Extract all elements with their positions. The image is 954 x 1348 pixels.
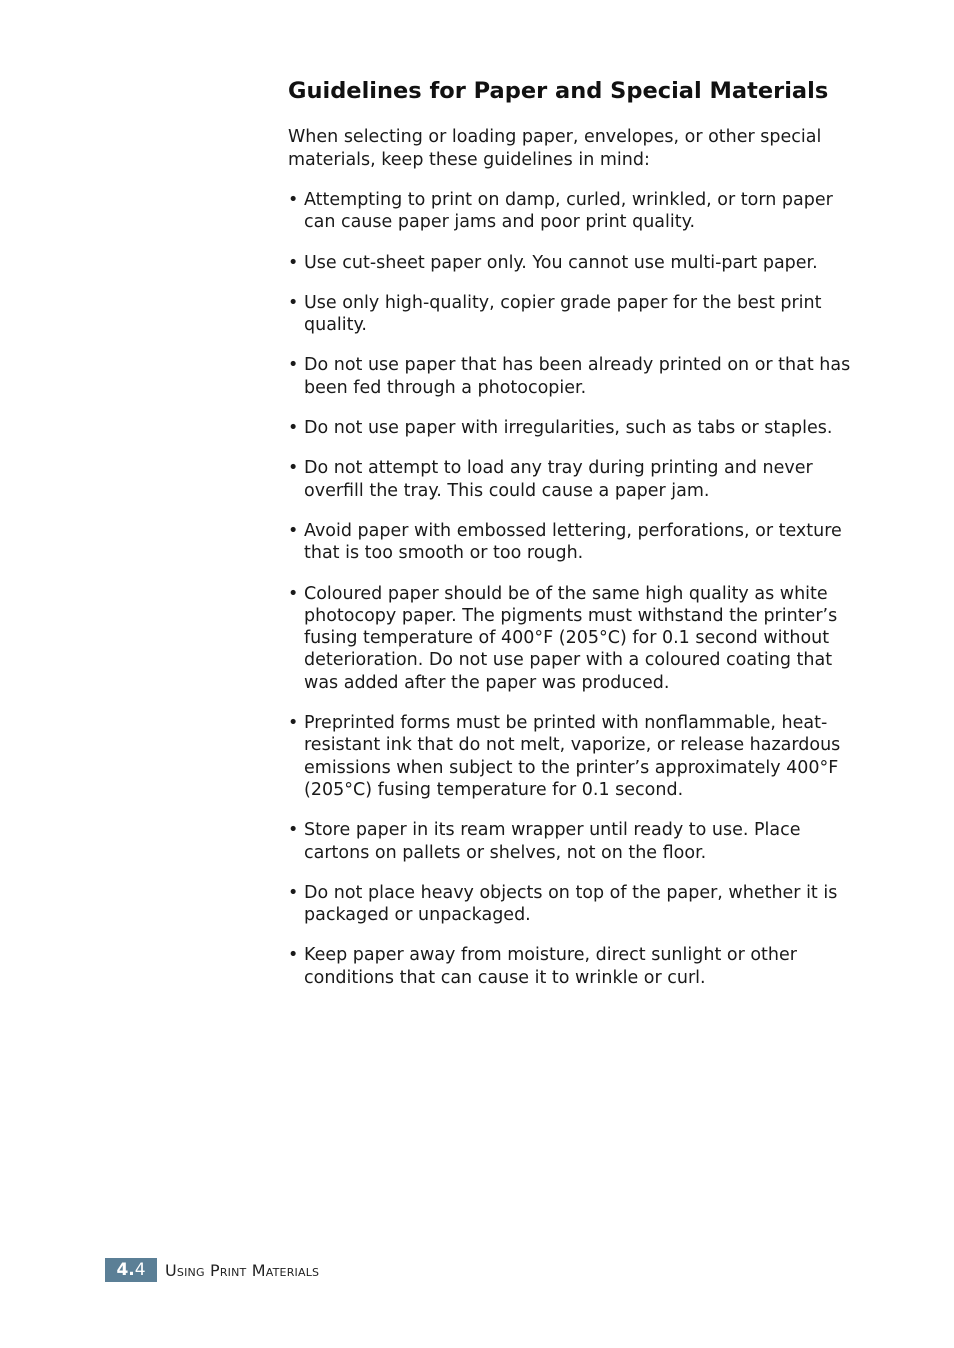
bullet-icon: • xyxy=(288,713,299,734)
chapter-number: 4. xyxy=(116,1260,135,1280)
list-item-text: Do not attempt to load any tray during printing and never overfill the tray. This could cause a paper jam. xyxy=(304,458,813,501)
list-item xyxy=(288,882,858,927)
guidelines-list xyxy=(288,189,858,989)
bullet-icon: • xyxy=(288,882,299,903)
page-number-badge xyxy=(105,1258,157,1282)
list-item-text: Use only high-quality, copier grade paper for the best print quality. xyxy=(304,292,822,336)
list-item-text: Do not use paper that has been already printed on or that has been fed through a photocopier. xyxy=(304,355,851,398)
bullet-icon: • xyxy=(288,252,299,273)
bullet-icon: • xyxy=(288,945,299,966)
list-item xyxy=(288,292,858,337)
list-item xyxy=(288,712,858,801)
bullet-icon: • xyxy=(288,292,299,313)
list-item xyxy=(288,189,858,234)
list-item-text: Preprinted forms must be printed with nonflammable, heat-resistant ink that do not melt, vaporize, or release hazardous emissions when subject to the printer’s approximately 400°F (205°C) fusing temperature for 0.1 second. xyxy=(304,713,841,800)
page-footer xyxy=(105,1258,319,1282)
bullet-icon: • xyxy=(288,418,299,439)
list-item-text: Store paper in its ream wrapper until ready to use. Place cartons on pallets or shelves, not on the floor. xyxy=(304,820,801,863)
intro-paragraph: When selecting or loading paper, envelopes, or other special materials, keep these guidelines in mind: xyxy=(288,127,822,170)
list-item xyxy=(288,457,858,502)
bullet-icon: • xyxy=(288,820,299,841)
list-item xyxy=(288,354,858,399)
bullet-icon: • xyxy=(288,190,299,210)
list-item xyxy=(288,819,858,864)
list-item-text: Attempting to print on damp, curled, wrinkled, or torn paper can cause paper jams and poor print quality. xyxy=(304,190,833,233)
page-number: 4 xyxy=(134,1260,146,1280)
section-heading: Guidelines for Paper and Special Materials xyxy=(288,78,829,104)
list-item xyxy=(288,944,858,989)
list-item-text: Keep paper away from moisture, direct sunlight or other conditions that can cause it to wrinkle or curl. xyxy=(304,945,797,988)
list-item xyxy=(288,583,858,694)
bullet-icon: • xyxy=(288,355,299,376)
main-content xyxy=(288,76,858,1007)
list-item-text: Use cut-sheet paper only. You cannot use multi-part paper. xyxy=(304,252,818,273)
list-item xyxy=(288,417,858,439)
bullet-icon: • xyxy=(288,583,299,604)
bullet-icon: • xyxy=(288,520,299,541)
bullet-icon: • xyxy=(288,458,299,479)
list-item-text: Avoid paper with embossed lettering, perforations, or texture that is too smooth or too rough. xyxy=(304,520,842,564)
running-title: Using Print Materials xyxy=(165,1260,320,1280)
list-item-text: Coloured paper should be of the same high quality as white photocopy paper. The pigments must withstand the printer’s fusing temperature of 400°F (205°C) for 0.1 second without deterioration. Do not use paper with a coloured coating that was added after the paper was produced. xyxy=(304,583,838,693)
list-item xyxy=(288,252,858,274)
list-item-text: Do not place heavy objects on top of the paper, whether it is packaged or unpackaged. xyxy=(304,882,838,926)
list-item-text: Do not use paper with irregularities, such as tabs or staples. xyxy=(304,418,833,439)
list-item xyxy=(288,520,858,565)
